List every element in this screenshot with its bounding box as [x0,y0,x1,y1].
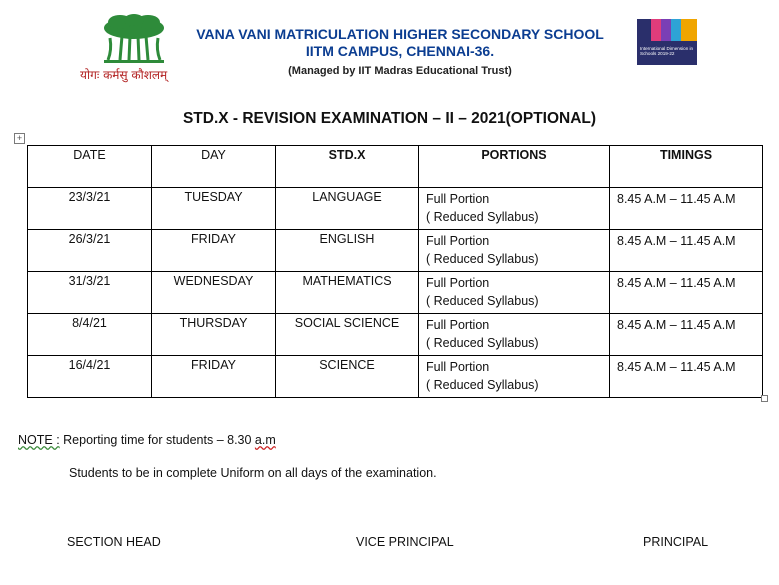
page-title: STD.X - REVISION EXAMINATION – II – 2021(OPTIONAL) [182,110,597,127]
header-subject: STD.X [276,146,419,188]
cell-timing: 8.45 A.M – 11.45 A.M [610,230,763,272]
header-day: DAY [152,146,276,188]
note-time-unit: a.m [254,433,276,447]
cell-date: 16/4/21 [28,356,152,398]
signature-principal: PRINCIPAL [643,535,709,549]
portion-line2: ( Reduced Syllabus) [426,210,539,224]
cell-portions [419,314,610,356]
managed-by-text: (Managed by IIT Madras Educational Trust) [288,65,512,77]
portion-line2: ( Reduced Syllabus) [426,294,539,308]
cell-subject: SOCIAL SCIENCE [276,314,419,356]
note-line [18,433,276,447]
cell-subject: ENGLISH [276,230,419,272]
cell-portions [419,230,610,272]
portion-line1: Full Portion [426,276,490,290]
table-move-handle-icon[interactable]: + [14,133,25,144]
uniform-note: Students to be in complete Uniform on all days of the examination. [69,466,437,480]
cell-subject: MATHEMATICS [276,272,419,314]
cell-date: 23/3/21 [28,188,152,230]
cell-date: 8/4/21 [28,314,152,356]
table-header-row [28,146,763,188]
note-label: NOTE : [18,433,60,447]
portion-line1: Full Portion [426,234,490,248]
portion-line1: Full Portion [426,360,490,374]
portion-line2: ( Reduced Syllabus) [426,378,539,392]
table-row [28,230,763,272]
cell-day: WEDNESDAY [152,272,276,314]
school-motto: योगः कर्मसु कौशलम् [80,68,168,82]
header-portions: PORTIONS [419,146,610,188]
portion-line2: ( Reduced Syllabus) [426,252,539,266]
school-name-line1: VANA VANI MATRICULATION HIGHER SECONDARY SCHOOL [196,26,604,42]
table-row [28,272,763,314]
cell-timing: 8.45 A.M – 11.45 A.M [610,314,763,356]
cell-day: TUESDAY [152,188,276,230]
cell-timing: 8.45 A.M – 11.45 A.M [610,356,763,398]
note-text: Reporting time for students – 8.30 [59,433,255,447]
table-row [28,188,763,230]
cell-subject: LANGUAGE [276,188,419,230]
exam-schedule-table [27,145,763,398]
badge-text: International Dimension in Schools 2019-22 [640,46,694,56]
cell-timing: 8.45 A.M – 11.45 A.M [610,188,763,230]
cell-timing: 8.45 A.M – 11.45 A.M [610,272,763,314]
cell-day: FRIDAY [152,230,276,272]
school-name-line2: IITM CAMPUS, CHENNAI-36. [305,43,495,59]
portion-line1: Full Portion [426,318,490,332]
cell-portions [419,272,610,314]
signature-vice-principal: VICE PRINCIPAL [356,535,454,549]
cell-subject: SCIENCE [276,356,419,398]
cell-portions [419,188,610,230]
table-row [28,314,763,356]
portion-line1: Full Portion [426,192,490,206]
header-timings: TIMINGS [610,146,763,188]
table-resize-handle-icon[interactable] [761,395,768,402]
cell-portions [419,356,610,398]
school-name [190,26,610,60]
header-date: DATE [28,146,152,188]
portion-line2: ( Reduced Syllabus) [426,336,539,350]
cell-day: FRIDAY [152,356,276,398]
cell-date: 31/3/21 [28,272,152,314]
table-row [28,356,763,398]
signature-section-head: SECTION HEAD [67,535,161,549]
cell-date: 26/3/21 [28,230,152,272]
tree-logo-icon [96,14,172,74]
international-school-badge [637,19,697,65]
cell-day: THURSDAY [152,314,276,356]
